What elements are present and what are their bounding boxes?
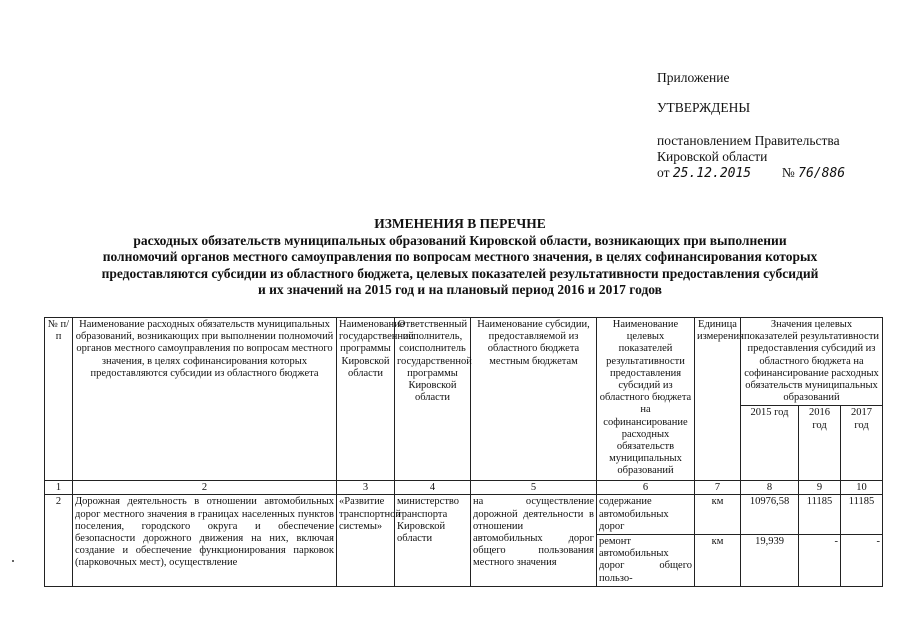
header-row	[45, 318, 883, 406]
changes-table	[44, 317, 883, 587]
column-number: 1	[45, 481, 73, 495]
row-subsidy: на осуществление дорожной деятельности в отношении автомобильных дорог общего пользования местного значения	[471, 495, 597, 586]
row-value-2017-2: -	[841, 535, 883, 587]
region-label: Кировской области	[657, 149, 768, 164]
date-prefix: от	[657, 165, 670, 180]
header-program: Наименование государственной программы Кировской области	[337, 318, 395, 481]
document-title	[60, 216, 860, 299]
column-number: 2	[73, 481, 337, 495]
table-row	[45, 495, 883, 535]
resolution-label: постановлением Правительства	[657, 133, 840, 148]
approval-block	[657, 70, 845, 182]
row-num: 2	[45, 495, 73, 586]
row-executor: министерство транспорта Кировской области	[395, 495, 471, 586]
column-number: 8	[741, 481, 799, 495]
column-number: 4	[395, 481, 471, 495]
row-value-2016-2: -	[799, 535, 841, 587]
number-prefix: №	[781, 165, 795, 180]
header-subsidy: Наименование субсидии, предоставляемой из областного бюджета местным бюджетам	[471, 318, 597, 481]
row-program: «Развитие транспортной системы»	[337, 495, 395, 586]
approved-label: УТВЕРЖДЕНЫ	[657, 100, 751, 115]
appendix-label: Приложение	[657, 70, 730, 85]
header-executor: Ответственный исполнитель, соисполнитель государственной программы Кировской области	[395, 318, 471, 481]
header-obligation: Наименование расходных обязательств муниципальных образований, возникающих при выполнении полномочий органов местного самоуправления по вопросам местного значения, в целях софинансирования которых предоставляются субсидии из областного бюджета	[73, 318, 337, 481]
title-subtitle-2: полномочий органов местного самоуправления по вопросам местного значения, в целях софинансирования которых	[102, 249, 818, 264]
header-year-2017: 2017 год	[841, 406, 883, 481]
title-subtitle-1: расходных обязательств муниципальных образований Кировской области, возникающих при выполнении	[133, 232, 787, 248]
header-unit: Единица измерения	[695, 318, 741, 481]
row-indicator-1: содержание автомобильных дорог	[597, 495, 695, 535]
header-year-2016: 2016 год	[799, 406, 841, 481]
row-value-2015-2: 19,939	[741, 535, 799, 587]
row-unit-2: км	[695, 535, 741, 587]
column-number: 10	[841, 481, 883, 495]
column-number: 6	[597, 481, 695, 495]
resolution-number: 76/886	[798, 166, 846, 181]
resolution-date-line	[657, 165, 845, 182]
row-indicator-2: ремонт автомобильных дорог общего пользо-	[597, 535, 695, 587]
header-indicator: Наименование целевых показателей результативности предоставления субсидий из областного бюджета на софинансирование расходных обязательств муниципальных образований	[597, 318, 695, 481]
header-year-2015: 2015 год	[741, 406, 799, 481]
column-number: 9	[799, 481, 841, 495]
title-subtitle-3: предоставляются субсидии из областного бюджета, целевых показателей результативности предоставления субсидий	[101, 265, 819, 281]
header-values-group: Значения целевых показателей результативности предоставления субсидий из областного бюджета на софинансирование расходных обязательств муниципальных образований	[741, 318, 883, 406]
column-number: 7	[695, 481, 741, 495]
row-obligation: Дорожная деятельность в отношении автомобильных дорог местного значения в границах населенных пунктов поселения, городского округа и обеспечение безопасности дорожного движения на них, включая создание и обеспечение функционирования парковок (парковочных мест), осуществление	[73, 495, 337, 586]
row-value-2015-1: 10976,58	[741, 495, 799, 535]
row-value-2016-1: 11185	[799, 495, 841, 535]
column-number: 5	[471, 481, 597, 495]
title-heading: ИЗМЕНЕНИЯ В ПЕРЕЧНЕ	[374, 216, 546, 231]
row-unit-1: км	[695, 495, 741, 535]
row-value-2017-1: 11185	[841, 495, 883, 535]
header-num: № п/п	[45, 318, 73, 481]
title-subtitle-4: и их значений на 2015 год и на плановый период 2016 и 2017 годов	[258, 282, 662, 297]
column-number: 3	[337, 481, 395, 495]
scan-speck	[12, 560, 14, 562]
resolution-date: 25.12.2015	[672, 166, 752, 181]
column-number-row	[45, 481, 883, 495]
